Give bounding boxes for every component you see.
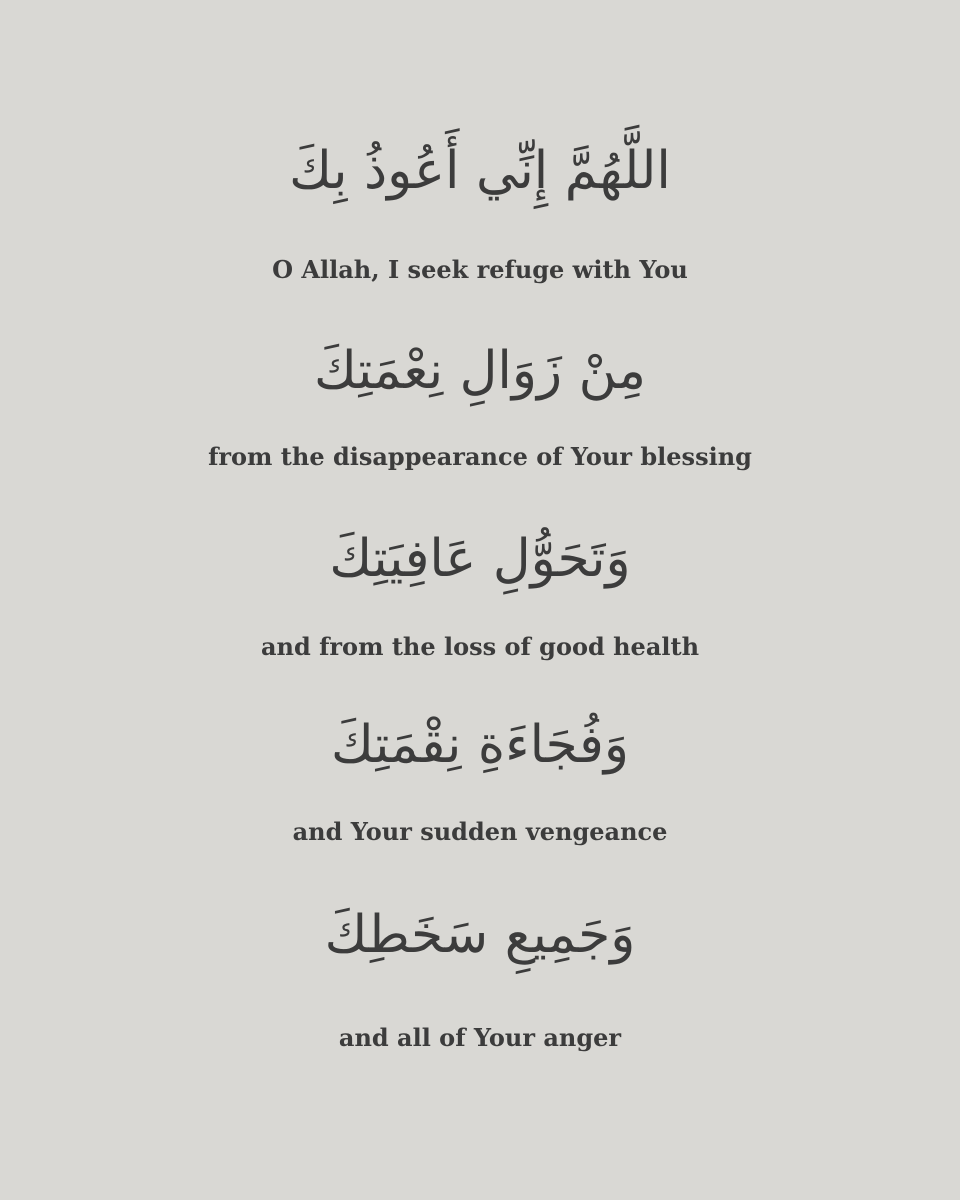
arabic-line-2 xyxy=(0,340,960,402)
arabic-line-4 xyxy=(0,714,960,776)
arabic-text: وَتَحَوُّلِ عَافِيَتِكَ xyxy=(329,529,631,589)
english-line-4 xyxy=(0,818,960,847)
arabic-text: وَفُجَاءَةِ نِقْمَتِكَ xyxy=(331,715,629,775)
arabic-text: مِنْ زَوَالِ نِعْمَتِكَ xyxy=(313,341,647,401)
arabic-line-1 xyxy=(0,140,960,202)
arabic-line-3 xyxy=(0,528,960,590)
arabic-text: اللَّهُمَّ إِنِّي أَعُوذُ بِكَ xyxy=(289,141,671,201)
english-line-2 xyxy=(0,443,960,472)
english-line-1 xyxy=(0,256,960,285)
english-translation: and from the loss of good health xyxy=(260,632,700,661)
arabic-line-5 xyxy=(0,904,960,966)
english-translation: from the disappearance of Your blessing xyxy=(208,442,752,471)
english-translation: O Allah, I seek refuge with You xyxy=(272,255,688,284)
arabic-text: وَجَمِيعِ سَخَطِكَ xyxy=(324,905,636,965)
english-translation: and all of Your anger xyxy=(338,1023,622,1052)
english-line-3 xyxy=(0,633,960,662)
english-line-5 xyxy=(0,1024,960,1053)
english-translation: and Your sudden vengeance xyxy=(292,817,668,846)
